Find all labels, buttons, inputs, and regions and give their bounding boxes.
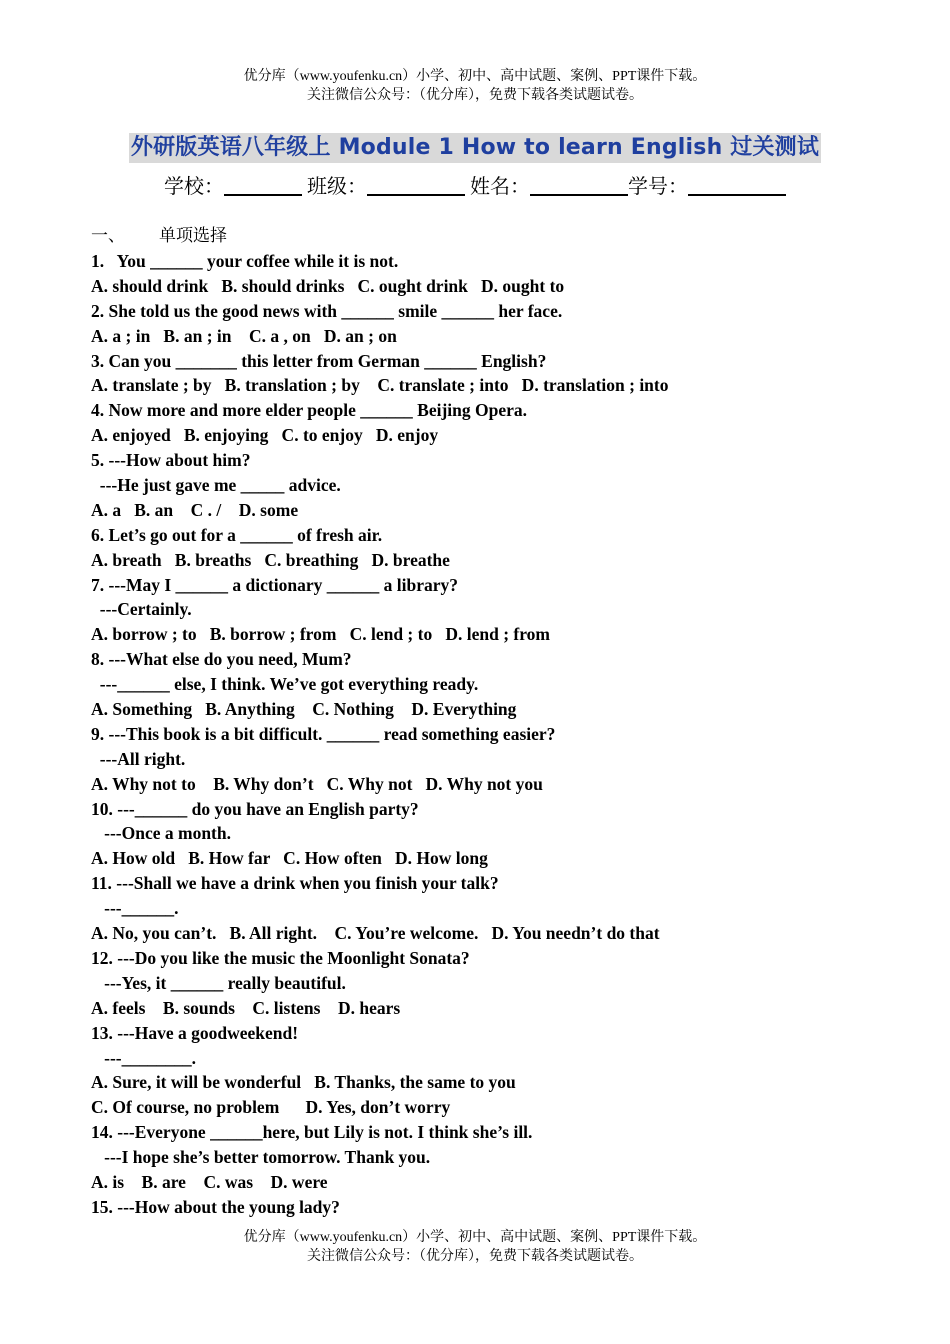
dialogue-line: ---________. xyxy=(91,1047,196,1068)
dialogue-line: ---Certainly. xyxy=(91,599,192,620)
question-line: 12. ---Do you like the music the Moonlight Sonata? xyxy=(91,947,470,968)
dialogue-line: ---I hope she’s better tomorrow. Thank you. xyxy=(91,1147,431,1168)
options-line: A. How old B. How far C. How often D. How long xyxy=(91,848,488,869)
dialogue-line: ---Once a month. xyxy=(91,823,231,844)
options-line: A. breath B. breaths C. breathing D. breathe xyxy=(91,549,450,570)
options-line: A. is B. are C. was D. were xyxy=(91,1171,328,1192)
page-header xyxy=(0,67,950,105)
question-line: 8. ---What else do you need, Mum? xyxy=(91,649,352,670)
options-line: C. Of course, no problem D. Yes, don’t worry xyxy=(91,1097,451,1118)
options-line: A. enjoyed B. enjoying C. to enjoy D. enjoy xyxy=(91,425,439,446)
question-line: 1. You ______ your coffee while it is not. xyxy=(91,251,399,271)
school-blank xyxy=(224,172,302,196)
options-line: A. Why not to B. Why don’t C. Why not D. Why not you xyxy=(91,773,543,794)
name-label: 姓名： xyxy=(470,176,530,198)
title-wrap xyxy=(0,133,950,163)
question-line: 3. Can you _______ this letter from German ______ English? xyxy=(91,350,547,371)
question-list xyxy=(91,249,911,1220)
options-line: A. translate ; by B. translation ; by C. translate ; into D. translation ; into xyxy=(91,375,669,396)
question-line: 14. ---Everyone ______here, but Lily is not. I think she’s ill. xyxy=(91,1122,533,1143)
class-blank xyxy=(367,172,465,196)
number-blank xyxy=(688,172,786,196)
question-line: 5. ---How about him? xyxy=(91,450,251,471)
question-line: 15. ---How about the young lady? xyxy=(91,1196,340,1217)
dialogue-line: ---Yes, it ______ really beautiful. xyxy=(91,972,346,993)
options-line: A. should drink B. should drinks C. ought drink D. ought to xyxy=(91,275,565,296)
question-line: 6. Let’s go out for a ______ of fresh air. xyxy=(91,524,383,545)
dialogue-line: ---______ else, I think. We’ve got everything ready. xyxy=(91,674,479,695)
options-line: A. feels B. sounds C. listens D. hears xyxy=(91,997,401,1018)
section-heading xyxy=(91,224,227,248)
section-number: 一、 xyxy=(91,226,125,246)
header-line-2: 关注微信公众号：（优分库），免费下载各类试题试卷。 xyxy=(307,88,643,103)
footer-line-1: 优分库（www.youfenku.cn）小学、初中、高中试题、案例、PPT课件下载。 xyxy=(243,1230,707,1245)
question-line: 13. ---Have a goodweekend! xyxy=(91,1022,299,1043)
school-label: 学校： xyxy=(164,176,224,198)
question-line: 10. ---______ do you have an English party? xyxy=(91,798,419,819)
question-line: 9. ---This book is a bit difficult. ______ read something easier? xyxy=(91,723,556,744)
document-title: 外研版英语八年级上 Module 1 How to learn English 过关测试 xyxy=(129,133,821,163)
question-line: 11. ---Shall we have a drink when you finish your talk? xyxy=(91,873,499,894)
dialogue-line: ---He just gave me _____ advice. xyxy=(91,475,341,496)
options-line: A. a ; in B. an ; in C. a , on D. an ; on xyxy=(91,325,397,346)
options-line: A. No, you can’t. B. All right. C. You’re welcome. D. You needn’t do that xyxy=(91,923,660,944)
question-line: 2. She told us the good news with ______ smile ______ her face. xyxy=(91,300,563,321)
options-line: A. borrow ; to B. borrow ; from C. lend ; to D. lend ; from xyxy=(91,624,551,645)
question-line: 7. ---May I ______ a dictionary ______ a library? xyxy=(91,574,458,595)
options-line: A. a B. an C . / D. some xyxy=(91,499,299,520)
footer-line-2: 关注微信公众号：（优分库），免费下载各类试题试卷。 xyxy=(307,1249,643,1264)
class-label: 班级： xyxy=(307,176,367,198)
dialogue-line: ---______. xyxy=(91,898,179,919)
options-line: A. Sure, it will be wonderful B. Thanks, the same to you xyxy=(91,1072,516,1093)
number-label: 学号： xyxy=(628,176,688,198)
section-title: 单项选择 xyxy=(159,226,227,246)
question-line: 4. Now more and more elder people ______ Beijing Opera. xyxy=(91,400,528,421)
page-footer xyxy=(0,1228,950,1266)
name-blank xyxy=(530,172,628,196)
dialogue-line: ---All right. xyxy=(91,748,186,769)
student-info-row xyxy=(0,172,950,201)
options-line: A. Something B. Anything C. Nothing D. Everything xyxy=(91,699,517,720)
header-line-1: 优分库（www.youfenku.cn）小学、初中、高中试题、案例、PPT课件下载。 xyxy=(243,69,707,84)
